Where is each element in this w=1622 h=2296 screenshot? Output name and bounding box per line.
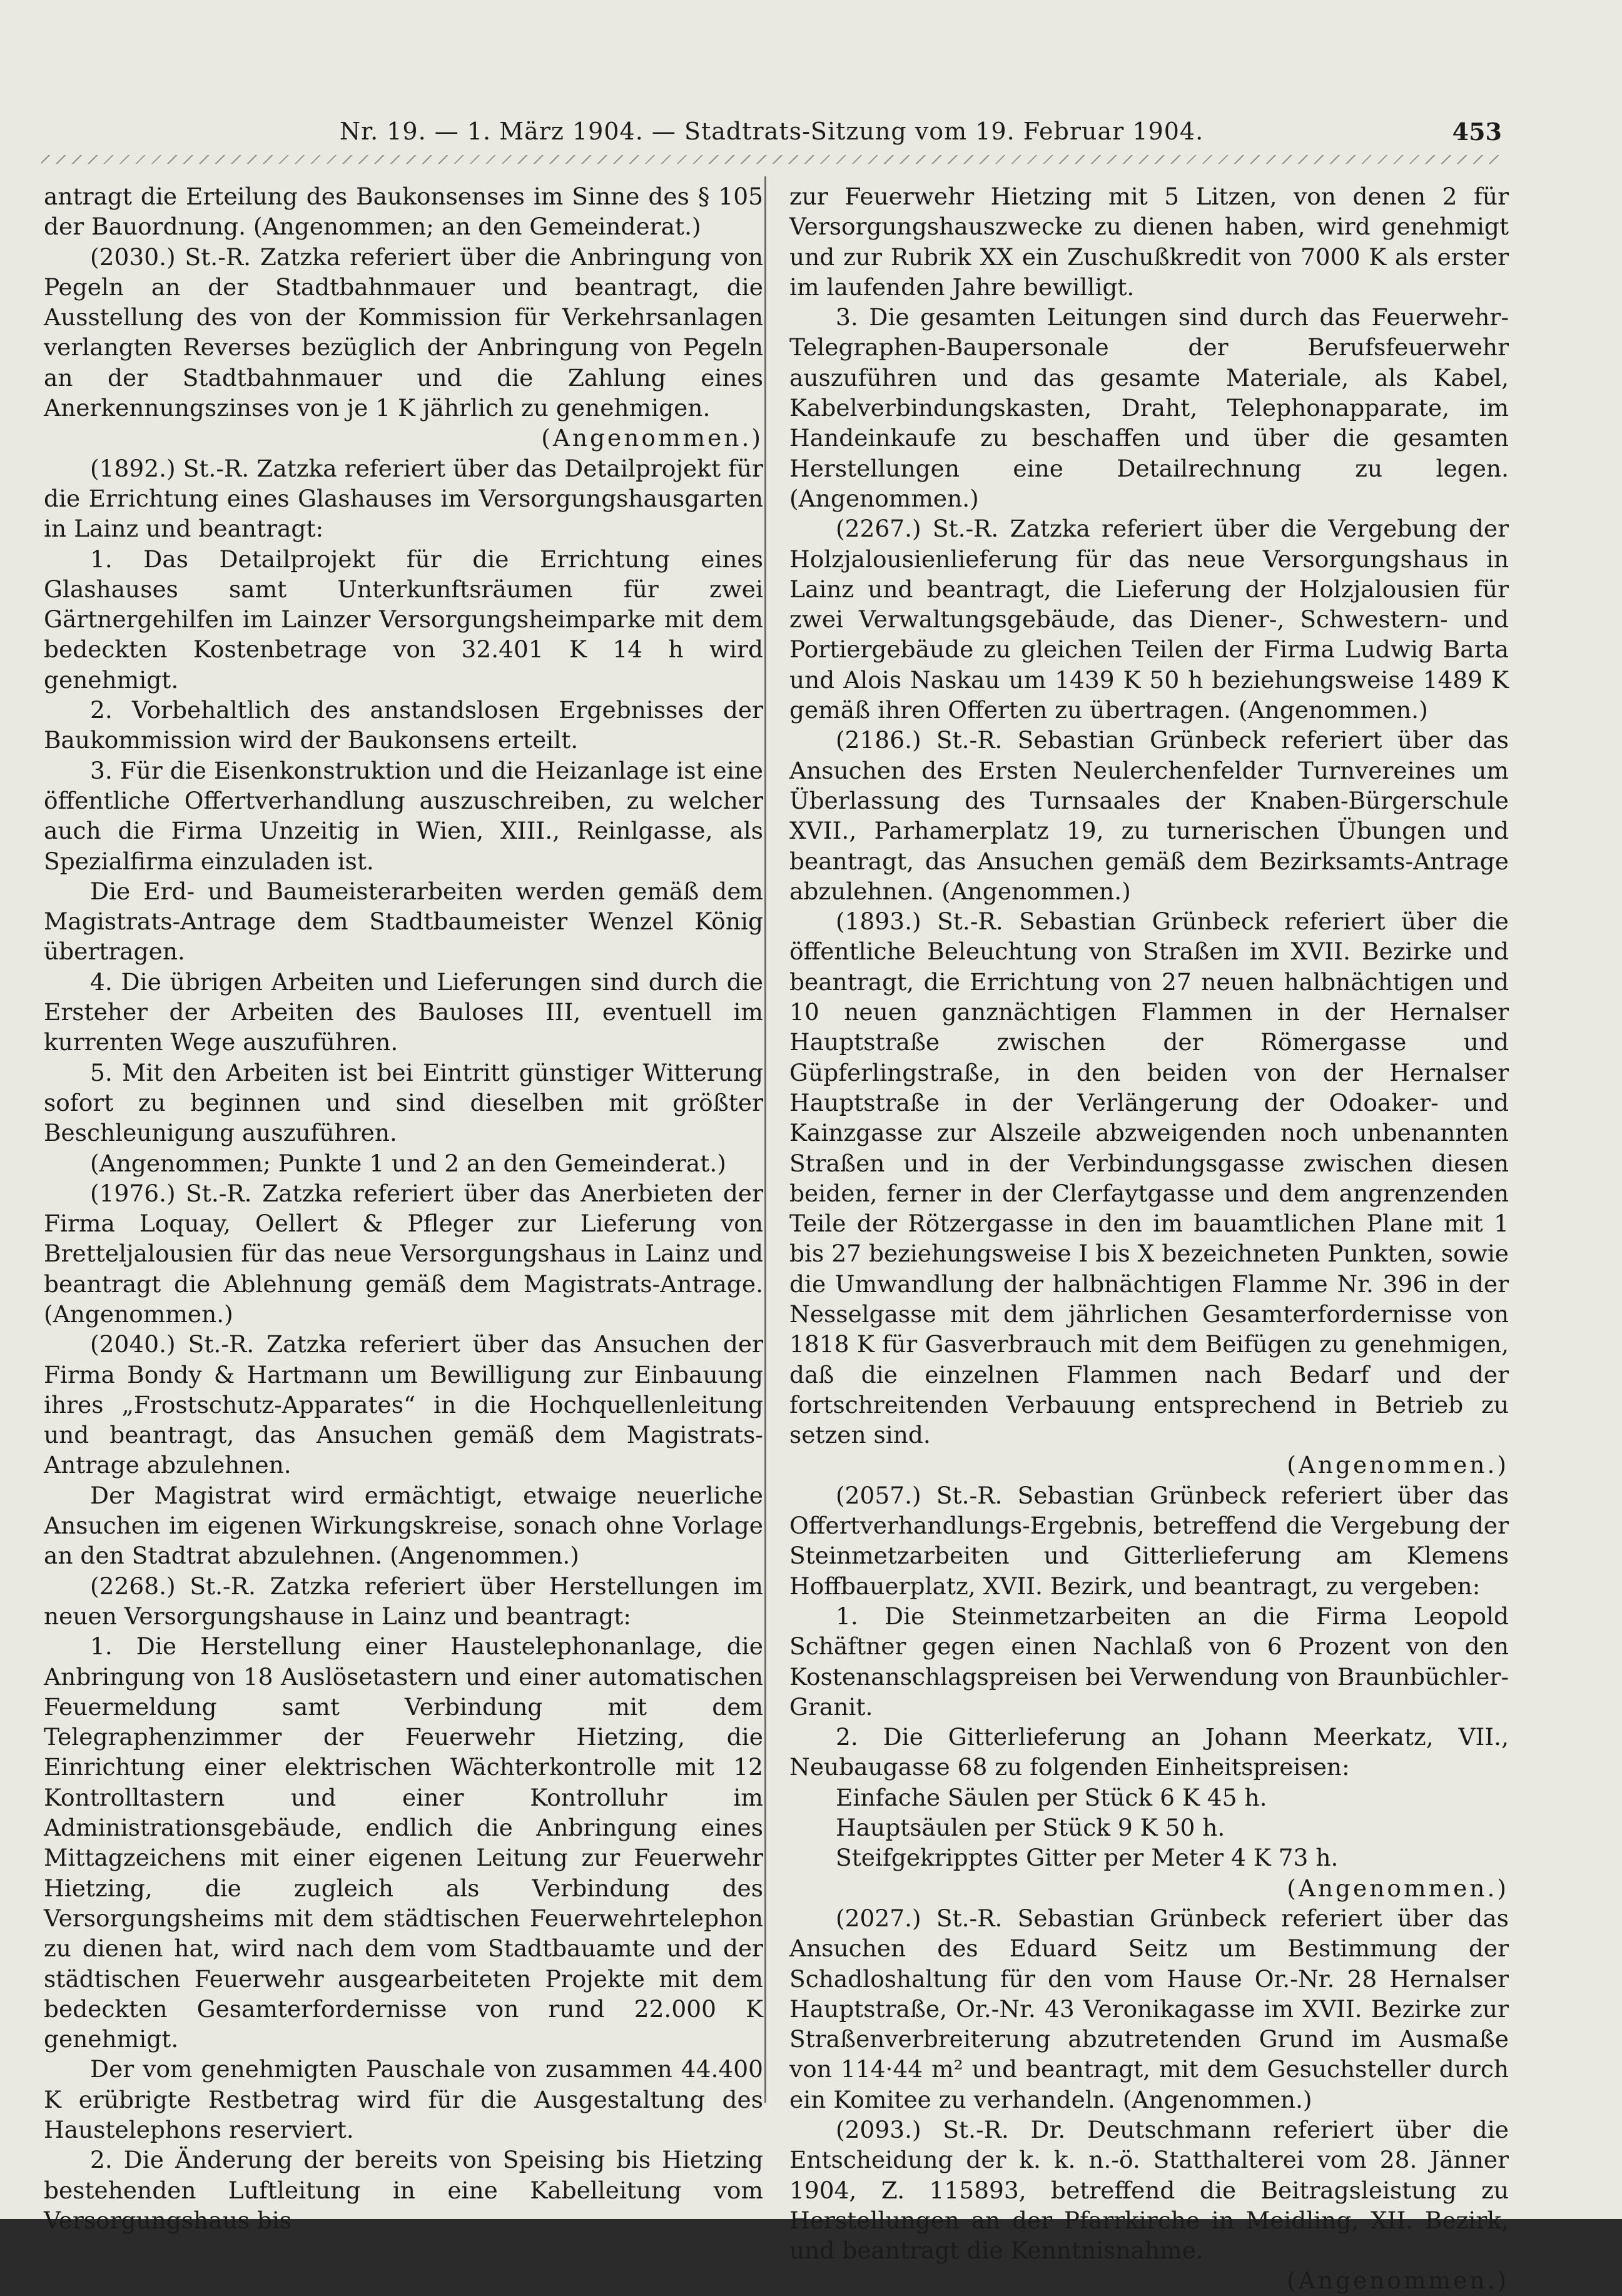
paragraph: (2093.) St.-R. Dr. Deutschmann referiert über die Entscheidung der k. k. n.-ö. Statthalterei vom 28. Jänner 1904, Z. 115893, betreffend die Beitragsleistung zu Herstellungen an der Pfarrkirche in Meidling, XII. Bezirk, und beantragt die Kenntnisnahme. (789, 2116, 1509, 2265)
paragraph: (1976.) St.-R. Zatzka referiert über das Anerbieten der Firma Loquay, Oellert & Pfleger zur Lieferung von Bretteljalousien für das neue Versorgungshaus in Lainz und beantragt die Ablehnung gemäß dem Magistrats-Antrage. (Angenommen.) (44, 1179, 763, 1328)
price-line: Hauptsäulen per Stück 9 K 50 h. (836, 1814, 1225, 1842)
list-item: 5. Mit den Arbeiten ist bei Eintritt günstiger Witterung sofort zu beginnen und sind dieselben mit größter Beschleunigung auszuführen. (44, 1058, 763, 1147)
header-title: Nr. 19. — 1. März 1904. — Stadtrats-Sitzung vom 19. Februar 1904. (339, 118, 1204, 145)
page-number: 453 (1452, 118, 1502, 146)
paragraph: (1892.) St.-R. Zatzka referiert über das Detailprojekt für die Errichtung eines Glashauses im Versorgungshausgarten in Lainz und beantragt: (44, 454, 763, 543)
header-rule (41, 155, 1502, 164)
paragraph: (2057.) St.-R. Sebastian Grünbeck referiert über das Offertverhandlungs-Ergebnis, betreffend die Vergebung der Steinmetzarbeiten und Gitterlieferung am Klemens Hoffbauerplatz, XVII. Bezirk, und beantragt, zu vergeben: (789, 1481, 1509, 1600)
paragraph: Die Erd- und Baumeisterarbeiten werden gemäß dem Magistrats-Antrage dem Stadtbaumeister Wenzel König übertragen. (44, 877, 763, 966)
paragraph: (2027.) St.-R. Sebastian Grünbeck referiert über das Ansuchen des Eduard Seitz um Bestimmung der Schadloshaltung für den vom Hause Or.-Nr. 28 Hernalser Hauptstraße, Or.-Nr. 43 Veronikagasse im XVII. Bezirke zur Straßenverbreiterung abzutretenden Grund im Ausmaße von 114·44 m² und beantragt, mit dem Gesuchsteller durch ein Komitee zu verhandeln. (Angenommen.) (789, 1904, 1509, 2113)
decision-note: (Angenommen.) (541, 424, 763, 452)
list-item: 1. Die Steinmetzarbeiten an die Firma Leopold Schäftner gegen einen Nachlaß von 6 Prozent von den Kostenanschlagspreisen bei Verwendung von Braunbüchler-Granit. (789, 1602, 1509, 1721)
left-column (44, 181, 763, 2235)
paragraph: (2030.) St.-R. Zatzka referiert über die Anbringung von Pegeln an der Stadtbahnmauer und beantragt, die Ausstellung des von der Kommission für Verkehrsanlagen verlangten Reverses bezüglich der Anbringung von Pegeln an der Stadtbahnmauer und die Zahlung eines Anerkennungszinses von je 1 K jährlich zu genehmigen. (44, 243, 763, 422)
decision-note: (Angenommen.) (1287, 2267, 1509, 2295)
list-item: 1. Das Detailprojekt für die Errichtung eines Glashauses samt Unterkunftsräumen für zwei Gärtnergehilfen im Lainzer Versorgungsheimparke mit dem bedeckten Kostenbetrage von 32.401 K 14 h wird genehmigt. (44, 545, 763, 694)
decision-note: (Angenommen.) (1287, 1451, 1509, 1479)
list-item: 3. Für die Eisenkonstruktion und die Heizanlage ist eine öffentliche Offertverhandlung auszuschreiben, zu welcher auch die Firma Unzeitig in Wien, XIII., Reinlgasse, als Spezialfirma einzuladen ist. (44, 756, 763, 875)
list-item: 2. Vorbehaltlich des anstandslosen Ergebnisses der Baukommission wird der Baukonsens erteilt. (44, 696, 763, 754)
paragraph: (2040.) St.-R. Zatzka referiert über das Ansuchen der Firma Bondy & Hartmann um Bewilligung zur Einbauung ihres „Frostschutz-Apparates“ in die Hochquellenleitung und beantragt, das Ansuchen gemäß dem Magistrats-Antrage abzulehnen. (44, 1330, 763, 1479)
paragraph: (1893.) St.-R. Sebastian Grünbeck referiert über die öffentliche Beleuchtung von Straßen im XVII. Bezirke und beantragt, die Errichtung von 27 neuen halbnächtigen und 10 neuen ganznächtigen Flammen in der Hernalser Hauptstraße zwischen der Römergasse und Güpferlingstraße, in den beiden von der Hernalser Hauptstraße in der Verlängerung der Odoaker- und Kainzgasse zur Alszeile abzweigenden noch unbenannten Straßen und in der Verbindungsgasse zwischen diesen beiden, ferner in der Clerfaytgasse und dem angrenzenden Teile der Rötzergasse in den im bauamtlichen Plane mit 1 bis 27 beziehungsweise I bis X bezeichneten Punkten, sowie die Umwandlung der halbnächtigen Flamme Nr. 396 in der Nesselgasse mit dem jährlichen Gesamterfordernisse von 1818 K für Gasverbrauch mit dem Beifügen zu genehmigen, daß die einzelnen Flammen nach Bedarf und der fortschreitenden Verbauung entsprechend in Betrieb zu setzen sind. (789, 908, 1509, 1449)
paragraph: antragt die Erteilung des Baukonsenses im Sinne des § 105 der Bauordnung. (Angenommen; an den Gemeinderat.) (44, 183, 763, 241)
decision-note: (Angenommen; Punkte 1 und 2 an den Gemeinderat.) (90, 1149, 726, 1177)
list-item: 3. Die gesamten Leitungen sind durch das Feuerwehr-Telegraphen-Baupersonale der Berufsfeuerwehr auszuführen und das gesamte Materiale, als Kabel, Kabelverbindungskasten, Draht, Telephonapparate, im Handeinkaufe zu beschaffen und über die gesamten Herstellungen eine Detailrechnung zu legen. (Angenommen.) (789, 303, 1509, 512)
paragraph: (2267.) St.-R. Zatzka referiert über die Vergebung der Holzjalousienlieferung für das neue Versorgungshaus in Lainz und beantragt, die Lieferung der Holzjalousien für zwei Verwaltungsgebäude, das Diener-, Schwestern- und Portiergebäude zu gleichen Teilen der Firma Ludwig Barta und Alois Naskau um 1439 K 50 h beziehungsweise 1489 K gemäß ihren Offerten zu übertragen. (Angenommen.) (789, 515, 1509, 724)
list-item: 4. Die übrigen Arbeiten und Lieferungen sind durch die Ersteher der Arbeiten des Bauloses III, eventuell im kurrenten Wege auszuführen. (44, 968, 763, 1056)
paragraph: zur Feuerwehr Hietzing mit 5 Litzen, von denen 2 für Versorgungshauszwecke zu dienen haben, wird genehmigt und zur Rubrik XX ein Zuschußkredit von 7000 K als erster im laufenden Jahre bewilligt. (789, 183, 1509, 301)
decision-note: (Angenommen.) (1287, 1874, 1509, 1902)
paragraph: (2268.) St.-R. Zatzka referiert über Herstellungen im neuen Versorgungshause in Lainz und beantragt: (44, 1572, 763, 1630)
price-line: Einfache Säulen per Stück 6 K 45 h. (836, 1783, 1267, 1811)
paragraph: Der Magistrat wird ermächtigt, etwaige neuerliche Ansuchen im eigenen Wirkungskreise, sonach ohne Vorlage an den Stadtrat abzulehnen. (Angenommen.) (44, 1481, 763, 1570)
price-line: Steifgekripptes Gitter per Meter 4 K 73 h. (836, 1844, 1339, 1872)
list-item: 1. Die Herstellung einer Haustelephonanlage, die Anbringung von 18 Auslösetastern und einer automatischen Feuermeldung samt Verbindung mit dem Telegraphenzimmer der Feuerwehr Hietzing, die Einrichtung einer elektrischen Wächterkontrolle mit 12 Kontrolltastern und einer Kontrolluhr im Administrationsgebäude, endlich die Anbringung eines Mittagzeichens mit einer eigenen Leitung zur Feuerwehr Hietzing, die zugleich als Verbindung des Versorgungsheims mit dem städtischen Feuerwehrtelephon zu dienen hat, wird nach dem vom Stadtbauamte und der städtischen Feuerwehr ausgearbeiteten Projekte mit dem bedeckten Gesamterfordernisse von rund 22.000 K genehmigt. (44, 1632, 763, 2053)
paragraph: Der vom genehmigten Pauschale von zusammen 44.400 K erübrigte Restbetrag wird für die Ausgestaltung des Haustelephons reserviert. (44, 2055, 763, 2143)
list-item: 2. Die Gitterlieferung an Johann Meerkatz, VII., Neubaugasse 68 zu folgenden Einheitspreisen: (789, 1723, 1509, 1781)
page-header (41, 106, 1502, 156)
right-column (789, 181, 1509, 2296)
paragraph: (2186.) St.-R. Sebastian Grünbeck referiert über das Ansuchen des Ersten Neulerchenfelder Turnvereines um Überlassung des Turnsaales der Knaben-Bürgerschule XVII., Parhamerplatz 19, zu turnerischen Übungen und beantragt, das Ansuchen gemäß dem Bezirksamts-Antrage abzulehnen. (Angenommen.) (789, 726, 1509, 905)
list-item: 2. Die Änderung der bereits von Speising bis Hietzing bestehenden Luftleitung in eine Kabelleitung vom Versorgungshaus bis (44, 2146, 763, 2234)
column-divider (764, 176, 766, 2103)
